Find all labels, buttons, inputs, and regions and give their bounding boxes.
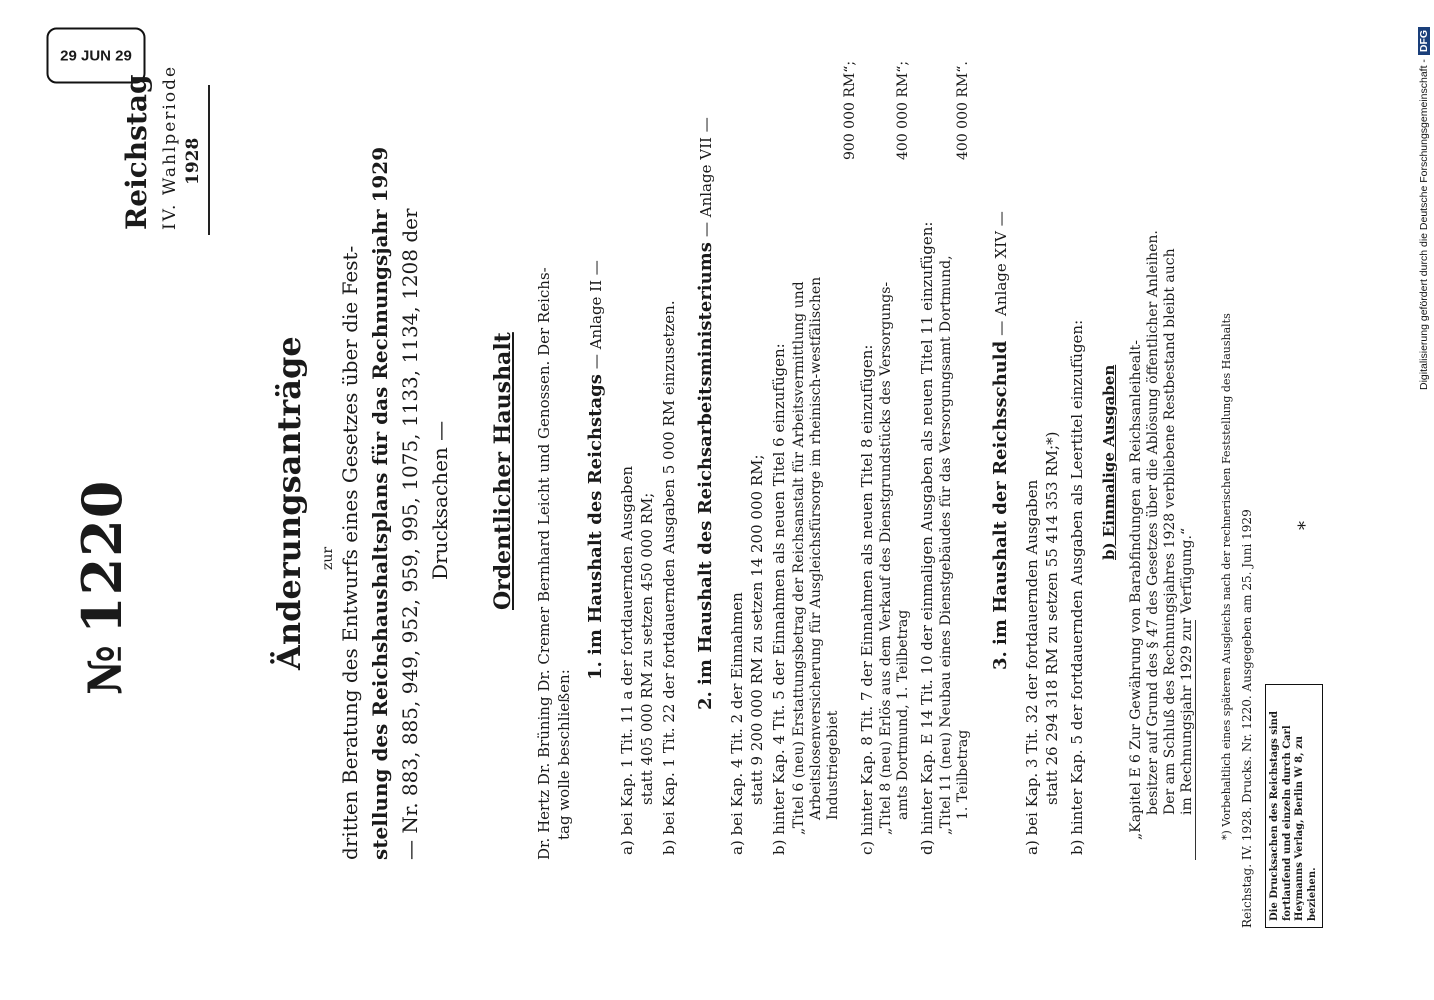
imprint-box: Die Drucksachen des Reichstags sind fortlaufend und einzeln durch Carl Heymanns Verlag, Berlin W 8, zu beziehen. (1265, 684, 1323, 928)
footnote-rule (1195, 620, 1196, 860)
list-item: 1. Teilbetrag (955, 729, 971, 820)
section-annex: — Anlage VII — (697, 117, 715, 237)
amount: 400 000 RM“. (955, 61, 971, 160)
footnote: *) Vorbehaltlich eines späteren Ausgleichs nach der rechnerischen Feststellung des Haushalts (1220, 313, 1233, 840)
list-item: Arbeitslosenversicherung für Ausgleichsfürsorge im rheinisch-westfälischen (808, 276, 824, 820)
received-date-stamp: 29 JUN 29 (47, 28, 146, 84)
header-wahlperiode: IV. Wahlperiode (160, 64, 180, 230)
list-item: „Titel 11 (neu) Neubau eines Dienstgebäudes für das Versorgungsamt Dortmund, (938, 255, 954, 835)
dfg-credit-text: Digitalisierung gefördert durch die Deutsche Forschungsgemeinschaft - (1418, 59, 1430, 390)
number-value: 1220 (70, 479, 134, 634)
section-heading (990, 211, 1011, 670)
section-heading (695, 117, 716, 710)
dfg-credit (1418, 27, 1430, 390)
header-title: Reichstag (120, 74, 153, 230)
list-item: „Titel 8 (neu) Erlös aus dem Verkauf des Dienstgrundstücks des Versorgungs- (878, 281, 894, 835)
list-item: statt 405 000 RM zu setzen 450 000 RM; (638, 492, 656, 805)
einmalige-line: „Kapitel E 6 Zur Gewährung von Barabfindungen an Reichsanleihealt- (1128, 340, 1144, 840)
list-item: b) hinter Kap. 5 der fortdauernden Ausgaben als Leertitel einzufügen: (1068, 319, 1086, 855)
list-item: b) hinter Kap. 4 Tit. 5 der Einnahmen als neuen Titel 6 einzufügen: (770, 343, 788, 855)
number-prefix: № (78, 644, 132, 695)
header-rule (208, 85, 210, 235)
proposers-line: tag wolle beschließen: (555, 669, 573, 840)
section-heading-text: 3. im Haushalt der Reichsschuld (990, 340, 1011, 670)
intro-line: — Nr. 883, 885, 949, 952, 959, 995, 1075, 1133, 1134, 1208 der (398, 208, 422, 860)
list-item: a) bei Kap. 3 Tit. 32 der fortdauernden Ausgaben (1023, 479, 1041, 855)
einmalige-line: Der am Schluß des Rechnungsjahres 1928 verbliebene Restbestand bleibt auch (1162, 248, 1178, 815)
heading-zur: zur (320, 546, 336, 570)
list-item: Industriegebiet (825, 710, 841, 820)
list-item: statt 9 200 000 RM zu setzen 14 200 000 RM; (748, 454, 766, 805)
page-heading: Änderungsanträge (270, 336, 308, 670)
list-item: a) bei Kap. 1 Tit. 11 a der fortdauernden Ausgaben (618, 465, 636, 855)
einmalige-line: im Rechnungsjahr 1929 zur Verfügung.“ (1179, 527, 1195, 815)
section-heading-text: 2. im Haushalt des Reichsarbeitsministeriums (695, 242, 716, 710)
list-item: c) hinter Kap. 8 Tit. 7 der Einnahmen als neuen Titel 8 einzufügen: (858, 344, 876, 855)
einmalige-line: besitzer auf Grund des § 47 des Gesetzes über die Ablösung öffentlicher Anleihen. (1145, 230, 1161, 815)
amount: 900 000 RM“; (842, 60, 858, 160)
document-number (70, 480, 134, 695)
section-heading-text: 1. im Haushalt des Reichstags (585, 374, 606, 680)
intro-line: Drucksachen — (428, 420, 452, 580)
intro-line: stellung des Reichshaushaltsplans für das Rechnungsjahr 1929 (368, 146, 392, 860)
section-annex: — Anlage II — (587, 260, 605, 370)
list-item: „Titel 6 (neu) Erstattungsbetrag der Reichsanstalt für Arbeitsvermittlung und (791, 281, 807, 835)
list-item: b) bei Kap. 1 Tit. 22 der fortdauernden Ausgaben 5 000 RM einzusetzen. (660, 300, 678, 855)
asterisk-mark: * (1295, 521, 1316, 530)
intro-line: dritten Beratung des Entwurfs eines Gesetzes über die Fest- (338, 245, 362, 860)
section-title: Ordentlicher Haushalt (490, 332, 516, 610)
list-item: amts Dortmund, 1. Teilbetrag (895, 609, 911, 820)
section-heading (585, 260, 606, 680)
header-year: 1928 (183, 137, 203, 185)
proposers-line: Dr. Hertz Dr. Brüning Dr. Cremer Bernhard Leicht und Genossen. Der Reichs- (535, 267, 553, 860)
list-item: statt 26 294 318 RM zu setzen 55 414 353 RM;*) (1043, 431, 1061, 805)
list-item: a) bei Kap. 4 Tit. 2 der Einnahmen (728, 592, 746, 855)
list-item: d) hinter Kap. E 14 Tit. 10 der einmaligen Ausgaben als neuen Titel 11 einzufügen: (918, 221, 936, 855)
dfg-logo: DFG (1418, 27, 1430, 55)
footer-line: Reichstag. IV. 1928. Drucks. Nr. 1220. Ausgegeben am 25. Juni 1929 (1240, 509, 1254, 928)
section-annex: — Anlage XIV — (992, 211, 1010, 336)
einmalige-heading: b) Einmalige Ausgaben (1100, 364, 1118, 560)
amount: 400 000 RM“; (895, 60, 911, 160)
